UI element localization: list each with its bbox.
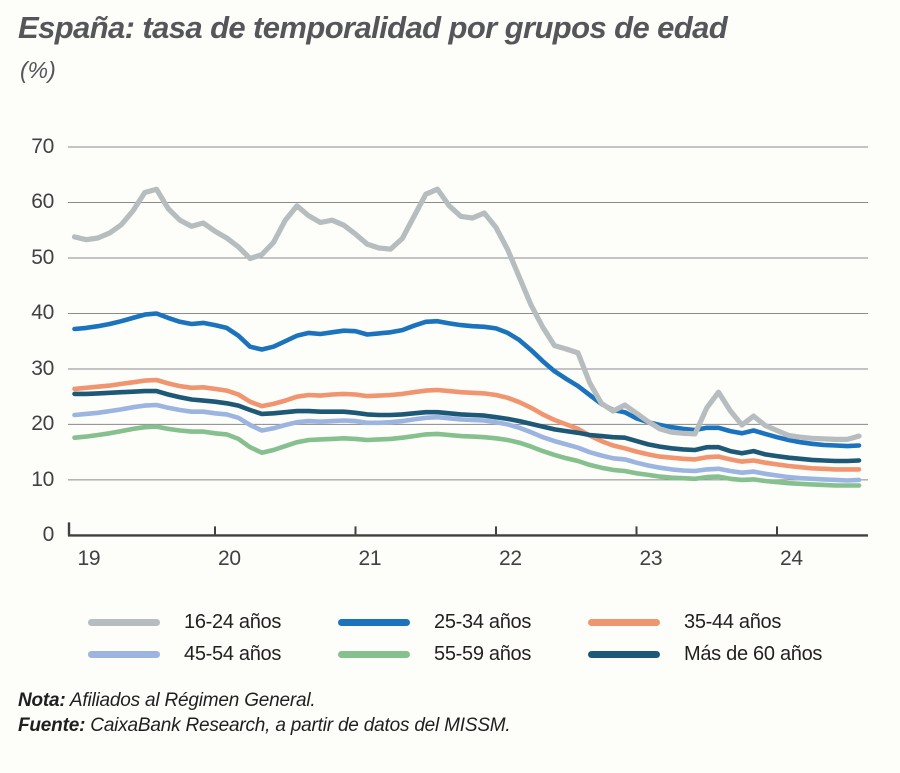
legend-swatch-25-34-años [338,619,410,626]
y-tick-label-30: 30 [31,356,54,380]
source-text: CaixaBank Research, a partir de datos del MISSM. [85,715,511,736]
legend-label-25-34-años: 25-34 años [434,610,532,633]
page-title: España: tasa de temporalidad por grupos de edad [18,10,728,45]
note-label: Nota: [18,690,66,711]
y-tick-label-60: 60 [31,190,54,214]
x-tick-label-22: 22 [499,547,522,570]
legend-label-16-24-años: 16-24 años [184,610,282,633]
x-tick-label-23: 23 [639,547,663,570]
source-line [18,713,878,738]
legend-label-45-54-años: 45-54 años [184,642,282,665]
legend-swatch-45-54-años [88,651,160,658]
legend-swatch-16-24-años [88,619,160,626]
legend-label-55-59-años: 55-59 años [434,642,532,665]
legend-label-más-de-60-años: Más de 60 años [684,642,823,665]
legend-row-2 [88,638,878,670]
x-tick-label-20: 20 [218,547,241,570]
y-tick-label-10: 10 [31,467,54,491]
y-tick-label-50: 50 [31,245,54,269]
legend-item-más-de-60-años [588,643,838,666]
x-tick-label-21: 21 [358,547,382,570]
chart-legend [88,606,878,670]
y-tick-label-40: 40 [31,301,54,325]
chart-notes [18,688,878,738]
legend-row-1 [88,606,878,638]
source-label: Fuente: [18,715,86,736]
y-tick-label-20: 20 [31,412,54,436]
legend-swatch-35-44-años [588,619,660,626]
legend-swatch-55-59-años [338,651,410,658]
legend-item-45-54-años [88,643,338,666]
x-tick-label-24: 24 [780,547,803,570]
legend-item-55-59-años [338,643,588,666]
legend-item-35-44-años [588,611,838,634]
chart-unit-subtitle: (%) [20,57,56,83]
x-tick-label-19: 19 [77,547,101,570]
note-line [18,688,878,713]
y-tick-label-0: 0 [42,523,54,547]
y-tick-label-70: 70 [31,134,54,158]
legend-swatch-más-de-60-años [588,651,660,658]
series-line-16-24-años [75,189,860,439]
note-text: Afiliados al Régimen General. [65,690,316,711]
legend-item-25-34-años [338,611,588,634]
legend-item-16-24-años [88,611,338,634]
legend-label-35-44-años: 35-44 años [684,610,782,633]
